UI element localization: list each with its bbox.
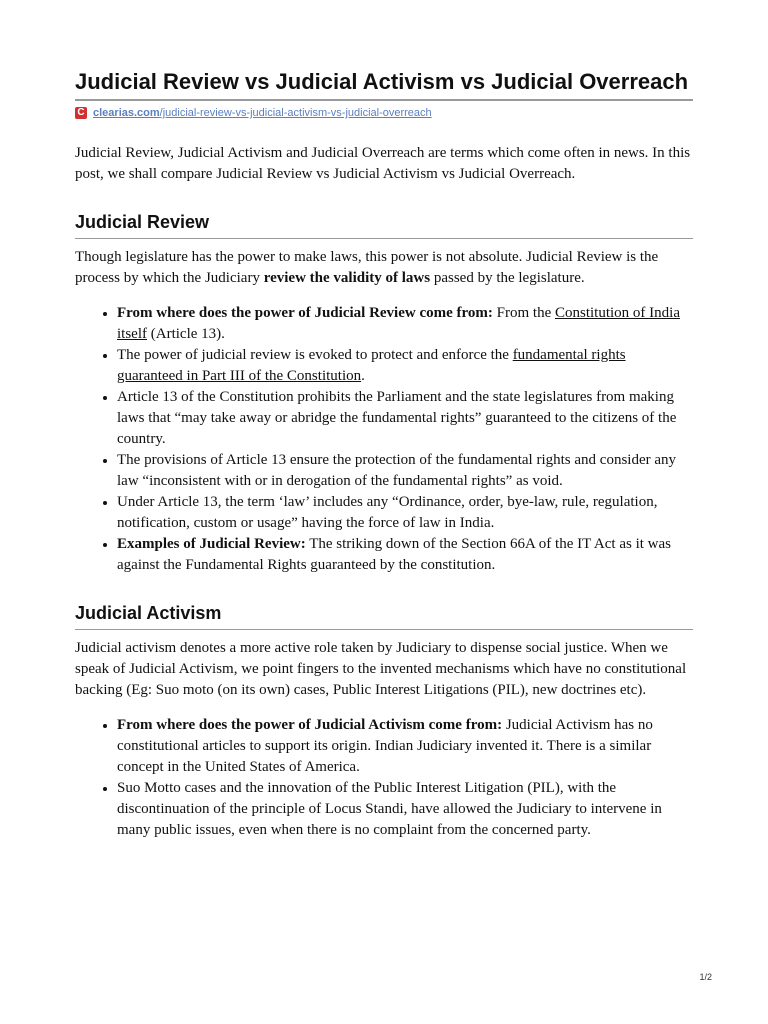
- review-list: [75, 303, 693, 576]
- review-divider: [75, 238, 693, 239]
- document-page: [75, 68, 693, 857]
- activism-divider: [75, 629, 693, 630]
- page-number: 1/2: [699, 972, 712, 982]
- list-item: • Under Article 13, the term ‘law’ includes any “Ordinance, order, bye-law, rule, regulation, notification, custom or usage” having the force of law in India.: [117, 492, 693, 534]
- clearias-logo-icon: C: [75, 107, 87, 119]
- activism-paragraph: Judicial activism denotes a more active role taken by Judiciary to dispense social justice. When we speak of Judicial Activism, we point fingers to the invented mechanisms which have no constitutional backing (Eg: Suo moto (on its own) cases, Public Interest Litigations (PIL), new doctrines etc).: [75, 640, 687, 698]
- list-item: • The power of judicial review is evoked to protect and enforce the fundamental rights guaranteed in Part III of the Constitution.: [117, 345, 693, 387]
- source-path: /judicial-review-vs-judicial-activism-vs-judicial-overreach: [159, 107, 432, 119]
- fundamental-rights-link[interactable]: fundamental rights guaranteed in Part III of the Constitution: [117, 347, 626, 384]
- list-item: • Article 13 of the Constitution prohibits the Parliament and the state legislatures from making laws that “may take away or abridge the fundamental rights” guaranteed to the citizens of the country.: [117, 387, 693, 450]
- activism-list: [75, 715, 693, 841]
- list-item: • From where does the power of Judicial Review come from: From the Constitution of India itself (Article 13).: [117, 303, 693, 345]
- constitution-link[interactable]: Constitution of India itself: [117, 305, 680, 342]
- review-paragraph: Though legislature has the power to make laws, this power is not absolute. Judicial Review is the process by which the Judiciary review the validity of laws passed by the legislature.: [75, 249, 659, 286]
- list-item: • From where does the power of Judicial Activism come from: Judicial Activism has no constitutional articles to support its origin. Indian Judiciary invented it. There is a similar concept in the United States of America.: [117, 715, 693, 778]
- page-title: Judicial Review vs Judicial Activism vs Judicial Overreach: [75, 69, 689, 94]
- list-item: • Suo Motto cases and the innovation of the Public Interest Litigation (PIL), with the discontinuation of the principle of Locus Standi, have allowed the Judiciary to intervene in many public issues, even when there is no complaint from the concerned party.: [117, 778, 693, 841]
- intro-paragraph: Judicial Review, Judicial Activism and Judicial Overreach are terms which come often in news. In this post, we shall compare Judicial Review vs Judicial Activism vs Judicial Overreach.: [75, 145, 691, 182]
- source-link[interactable]: [93, 107, 432, 119]
- source-domain: clearias.com: [93, 107, 160, 119]
- list-item: • Examples of Judicial Review: The striking down of the Section 66A of the IT Act as it was against the Fundamental Rights guaranteed by the constitution.: [117, 534, 693, 576]
- title-divider: [75, 99, 693, 101]
- heading-judicial-review: Judicial Review: [75, 212, 210, 232]
- source-line: [75, 107, 693, 119]
- list-item: • The provisions of Article 13 ensure the protection of the fundamental rights and consider any law “inconsistent with or in derogation of the fundamental rights” as void.: [117, 450, 693, 492]
- heading-judicial-activism: Judicial Activism: [75, 603, 222, 623]
